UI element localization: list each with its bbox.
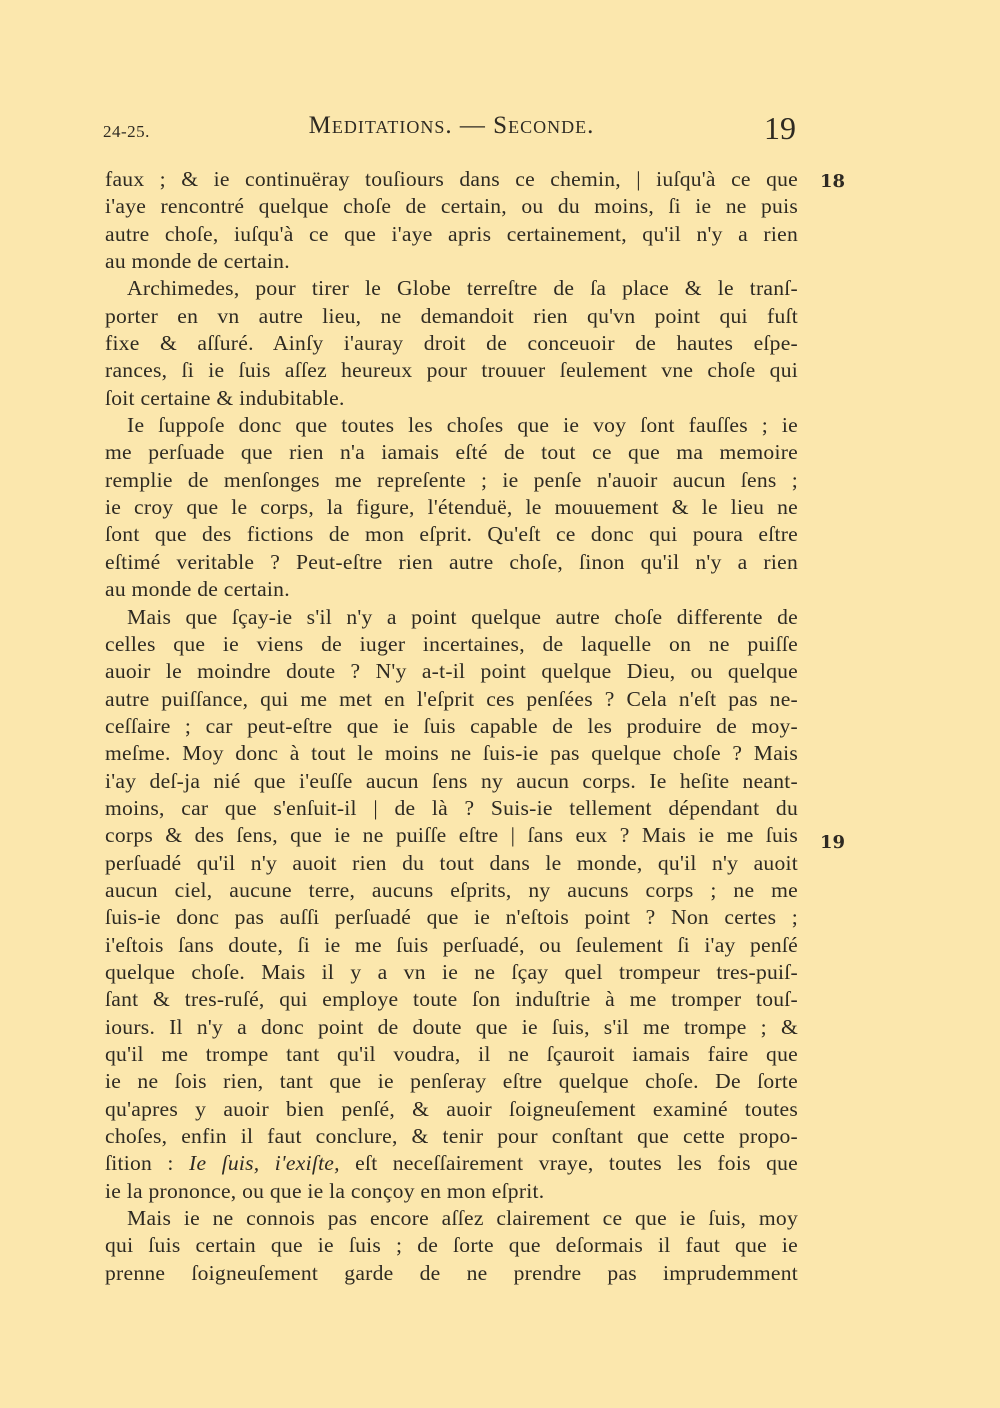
text-line: qu'apres y auoir bien penſé, & auoir ſoigneuſement examiné toutes <box>105 1096 798 1121</box>
text-line: autre choſe, iuſqu'à ce que i'aye apris certainement, qu'il n'y a rien <box>105 221 798 246</box>
text-line: ſant & tres-ruſé, qui employe toute ſon induſtrie à me tromper touſ- <box>105 987 798 1012</box>
text-line: perſuadé qu'il n'y auoit rien du tout dans le monde, qu'il n'y auoit <box>105 850 798 875</box>
text-line: me perſuade que rien n'a iamais eſté de tout ce que ma memoire <box>105 440 798 465</box>
text-line: ie la prononce, ou que ie la conçoy en mon eſprit. <box>105 1178 545 1203</box>
text-line: au monde de certain. <box>105 249 290 274</box>
text-line: meſme. Moy donc à tout le moins ne ſuis-ie pas quelque choſe ? Mais <box>105 741 798 766</box>
paragraph <box>105 1205 798 1287</box>
text-line: faux ; & ie continuëray touſiours dans ce chemin, | iuſqu'à ce que <box>105 167 798 191</box>
text-fragment: ſition : <box>105 1151 189 1176</box>
text-line: eſtimé veritable ? Peut-eſtre rien autre choſe, ſinon qu'il n'y a rien <box>105 549 798 574</box>
text-line: i'eſtois ſans doute, ſi ie me ſuis perſuadé, ou ſeulement ſi i'ay penſé <box>105 932 798 957</box>
text-line: corps & des ſens, que ie ne puiſſe eſtre | ſans eux ? Mais ie me ſuis <box>105 823 798 848</box>
text-line: i'aye rencontré quelque choſe de certain, ou du moins, ſi ie ne puis <box>105 194 798 219</box>
text-fragment: eſt neceſſairement vraye, toutes les fois que <box>339 1151 798 1176</box>
body-text <box>105 166 798 1287</box>
paragraph <box>105 412 798 603</box>
text-line: ſoit certaine & indubitable. <box>105 385 345 410</box>
text-line: ſont que des fictions de mon eſprit. Qu'eſt ce donc qui poura eſtre <box>105 522 798 547</box>
header-title: Meditations. — Seconde. <box>308 112 595 139</box>
text-line: qu'il me trompe tant qu'il voudra, il ne ſçauroit iamais faire que <box>105 1042 798 1066</box>
text-line: rances, ſi ie ſuis aſſez heureux pour trouuer ſeulement vne choſe qui <box>105 358 798 383</box>
text-line: quelque choſe. Mais il y a vn ie ne ſçay quel trompeur tres-puiſ- <box>105 959 798 984</box>
paragraph <box>105 275 798 412</box>
text-line: moins, car que s'enſuit-il | de là ? Suis-ie tellement dépendant du <box>105 795 798 820</box>
text-line: remplie de menſonges me repreſente ; ie penſe n'auoir aucun ſens ; <box>105 467 798 492</box>
text-line: autre puiſſance, qui me met en l'eſprit ces penſées ? Cela n'eſt pas ne- <box>105 686 798 711</box>
text-line: iours. Il n'y a donc point de doute que ie ſuis, s'il me trompe ; & <box>105 1014 798 1039</box>
running-header <box>103 112 800 152</box>
text-line: i'ay deſ-ja nié que i'euſſe aucun ſens ny aucun corps. Ie heſite neant- <box>105 768 798 793</box>
text-line: fixe & aſſuré. Ainſy i'auray droit de conceuoir de hautes eſpe- <box>105 331 798 356</box>
text-line: ie croy que le corps, la figure, l'étenduë, le mouuement & le lieu ne <box>105 495 798 520</box>
text-line: Ie ſuppoſe donc que toutes les choſes que ie voy ſont fauſſes ; ie <box>127 413 798 438</box>
text-line: ſuis-ie donc pas auſſi perſuadé que ie n'eſtois point ? Non certes ; <box>105 905 798 930</box>
text-line: au monde de certain. <box>105 577 290 602</box>
margin-number-second: 19 <box>820 832 846 853</box>
page-number: 19 <box>764 110 796 146</box>
text-line: prenne ſoigneuſement garde de ne prendre pas imprudemment <box>105 1260 798 1285</box>
text-line: auoir le moindre doute ? N'y a-t-il point quelque Dieu, ou quelque <box>105 659 798 684</box>
text-line: Mais que ſçay-ie s'il n'y a point quelque autre choſe differente de <box>127 604 798 629</box>
italic-phrase: Ie ſuis, i'exiſte, <box>189 1151 340 1176</box>
text-line-with-italic <box>105 1150 798 1177</box>
text-line: qui ſuis certain que ie ſuis ; de ſorte que deſormais il faut que ie <box>105 1233 798 1258</box>
text-line: Mais ie ne connois pas encore aſſez clairement ce que ie ſuis, moy <box>127 1206 798 1231</box>
paragraph <box>105 604 798 1206</box>
text-line: Archimedes, pour tirer le Globe terreſtre de ſa place & le tranſ- <box>127 276 798 301</box>
text-line: aucun ciel, aucune terre, aucuns eſprits, ny aucuns corps ; ne me <box>105 877 798 902</box>
text-line: ceſſaire ; car peut-eſtre que ie ſuis capable de les produire de moy- <box>105 713 798 738</box>
text-line: choſes, enfin il faut conclure, & tenir pour conſtant que cette propo- <box>105 1124 798 1149</box>
paragraph <box>105 166 798 275</box>
margin-number-first: 18 <box>820 171 846 192</box>
text-line: celles que ie viens de iuger incertaines, de laquelle on ne puiſſe <box>105 631 798 656</box>
header-page-range: 24-25. <box>103 122 150 141</box>
text-line: ie ne ſois rien, tant que ie penſeray eſtre quelque choſe. De ſorte <box>105 1069 798 1094</box>
text-line: porter en vn autre lieu, ne demandoit rien qu'vn point qui fuſt <box>105 303 798 328</box>
